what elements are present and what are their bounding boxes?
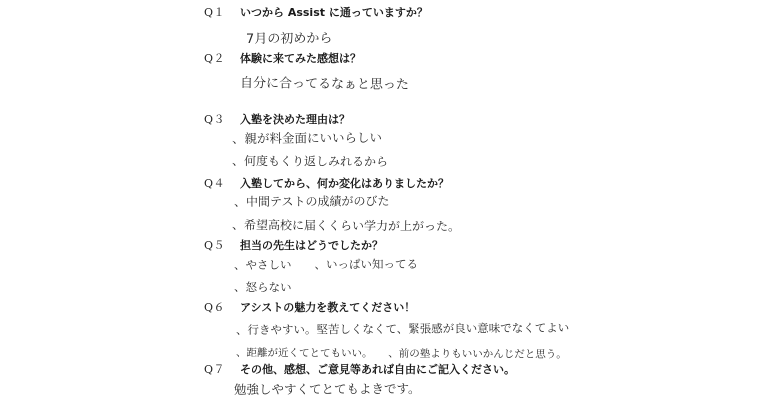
answer-6-2: 、距離が近くてとてもいい。 、前の塾よりもいいかんじだと思う。 xyxy=(235,347,567,361)
answer-2-1: 自分に合ってるなぁと思った xyxy=(239,76,410,93)
question-6 xyxy=(204,299,415,315)
answer-4-2: 、希望高校に届くくらい学力が上がった。 xyxy=(231,218,461,234)
answer-1-1: 7月の初めから xyxy=(245,31,333,47)
question-number: Q５ xyxy=(204,239,226,252)
question-number: Q２ xyxy=(204,52,226,65)
question-text: アシストの魅力を教えてください！ xyxy=(240,301,416,314)
question-7 xyxy=(204,361,515,377)
question-number: Q１ xyxy=(204,6,226,19)
question-number: Q３ xyxy=(204,113,226,126)
question-5 xyxy=(204,237,383,253)
answer-4-1: 、中間テストの成績がのびた xyxy=(233,194,390,209)
question-text: いつから Assist に通っていますか？ xyxy=(240,6,428,19)
question-text: 担当の先生はどうでしたか？ xyxy=(240,239,383,252)
answer-6-1: 、行きやすい。堅苦しくなくて、緊張感が良い意味でなくてよい xyxy=(235,320,570,337)
question-text: 体験に来てみた感想は？ xyxy=(240,52,361,65)
question-text: 入塾してから、何か変化はありましたか？ xyxy=(240,177,449,190)
question-1 xyxy=(204,4,428,20)
question-3 xyxy=(204,111,350,127)
answer-7-1: 勉強しやすくてとてもよきです。 xyxy=(233,381,421,397)
answer-5-1: 、やさしい 、いっぱい知ってる xyxy=(233,257,419,272)
question-4 xyxy=(204,175,449,191)
question-text: 入塾を決めた理由は？ xyxy=(240,113,350,126)
question-2 xyxy=(204,50,361,66)
question-number: Q６ xyxy=(204,301,226,314)
question-number: Q７ xyxy=(204,363,226,376)
question-text: その他、感想、ご意見等あれば自由にご記入ください。 xyxy=(240,363,515,376)
answer-3-2: 、何度もくり返しみれるから xyxy=(231,154,389,169)
answer-5-2: 、怒らない xyxy=(233,280,292,295)
answer-3-1: 、親が料金面にいいらしい xyxy=(231,129,383,146)
question-number: Q４ xyxy=(204,177,226,190)
